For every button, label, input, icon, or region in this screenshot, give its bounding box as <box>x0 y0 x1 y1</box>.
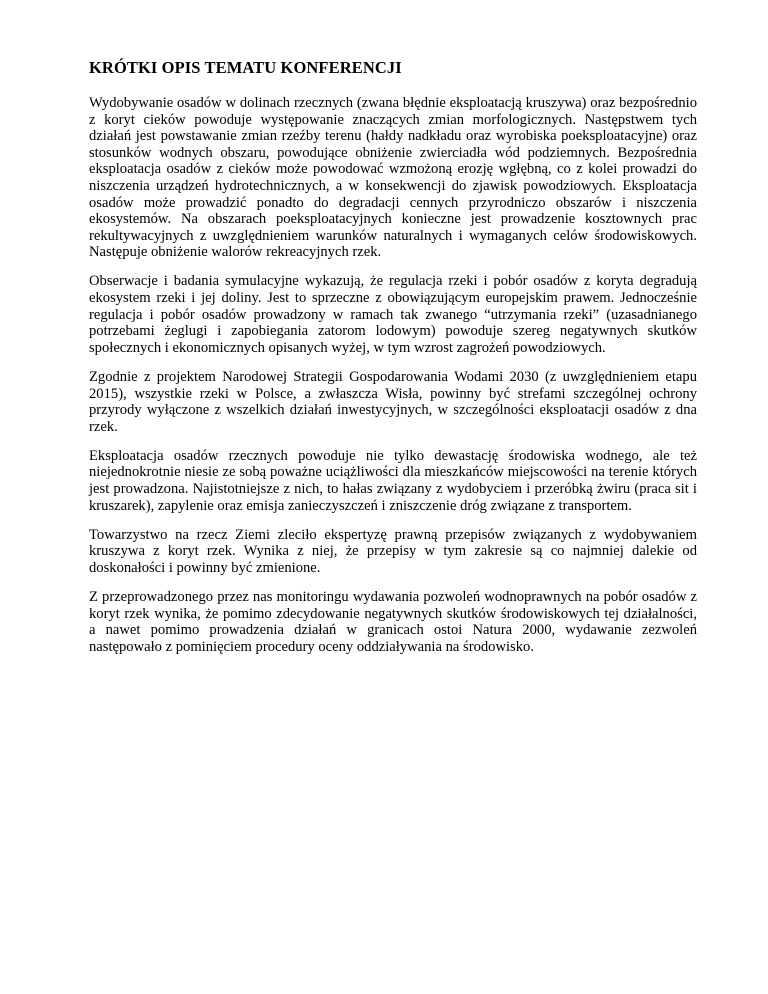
document-title: KRÓTKI OPIS TEMATU KONFERENCJI <box>89 58 402 77</box>
paragraph-5: Towarzystwo na rzecz Ziemi zleciło ekspertyzę prawną przepisów związanych z wydobywaniem kruszywa z koryt rzek. Wynika z niej, że przepisy w tym zakresie są co najmniej dalekie od doskonałości i powinny być zmienione. <box>89 526 697 576</box>
paragraph-6: Z przeprowadzonego przez nas monitoringu wydawania pozwoleń wodnoprawnych na pobór osadów z koryt rzek wynika, że pomimo zdecydowanie negatywnych skutków środowiskowych tej działalności, a nawet pomimo prowadzenia działań w granicach ostoi Natura 2000, wydawanie zezwoleń następowało z pominięciem procedury oceny oddziaływania na środowisko. <box>89 588 697 655</box>
paragraph-4: Eksploatacja osadów rzecznych powoduje nie tylko dewastację środowiska wodnego, ale też niejednokrotnie niesie ze sobą poważne uciążliwości dla mieszkańców miejscowości na terenie których jest prowadzona. Najistotniejsze z nich, to hałas związany z wydobyciem i przeróbką żwiru (praca sit i kruszarek), zapylenie oraz emisja zanieczyszczeń i zniszczenie dróg związane z transportem. <box>89 447 697 514</box>
paragraph-1: Wydobywanie osadów w dolinach rzecznych (zwana błędnie eksploatacją kruszywa) oraz bezpośrednio z koryt cieków powoduje występowanie znaczących zmian morfologicznych. Następstwem tych działań jest powstawanie zmian rzeźby terenu (hałdy nadkładu oraz wyrobiska poeksploatacyjne) oraz stosunków wodnych obszaru, powodujące obniżenie zwierciadła wód podziemnych. Bezpośrednia eksploatacja osadów z cieków może powodować wzmożoną erozję wgłębną, co z kolei prowadzi do niszczenia urządzeń hydrotechnicznych, a w konsekwencji do zjawisk powodziowych. Eksploatacja osadów może prowadzić ponadto do degradacji cennych przyrodniczo obszarów i niszczenia ekosystemów. Na obszarach poeksploatacyjnych konieczne jest prowadzenie kosztownych prac rekultywacyjnych z uwzględnieniem warunków naturalnych i wymaganych celów środowiskowych. Następuje obniżenie walorów rekreacyjnych rzek. <box>89 95 697 261</box>
paragraph-3: Zgodnie z projektem Narodowej Strategii Gospodarowania Wodami 2030 (z uwzględnieniem etapu 2015), wszystkie rzeki w Polsce, a zwłaszcza Wisła, powinny być strefami szczególnej ochrony przyrody wyłączone z wszelkich działań inwestycyjnych, w szczególności eksploatacji osadów z dna rzek. <box>89 368 697 435</box>
paragraph-2: Obserwacje i badania symulacyjne wykazują, że regulacja rzeki i pobór osadów z koryta degradują ekosystem rzeki i jej doliny. Jest to sprzeczne z obowiązującym europejskim prawem. Jednocześnie regulacja i pobór osadów prowadzony w ramach tak zwanego “utrzymania rzeki” (uzasadnianego potrzebami żeglugi i zapobiegania zatorom lodowym) powoduje szereg negatywnych skutków społecznych i ekonomicznych opisanych wyżej, w tym wzrost zagrożeń powodziowych. <box>89 273 697 356</box>
document-page <box>89 58 697 668</box>
